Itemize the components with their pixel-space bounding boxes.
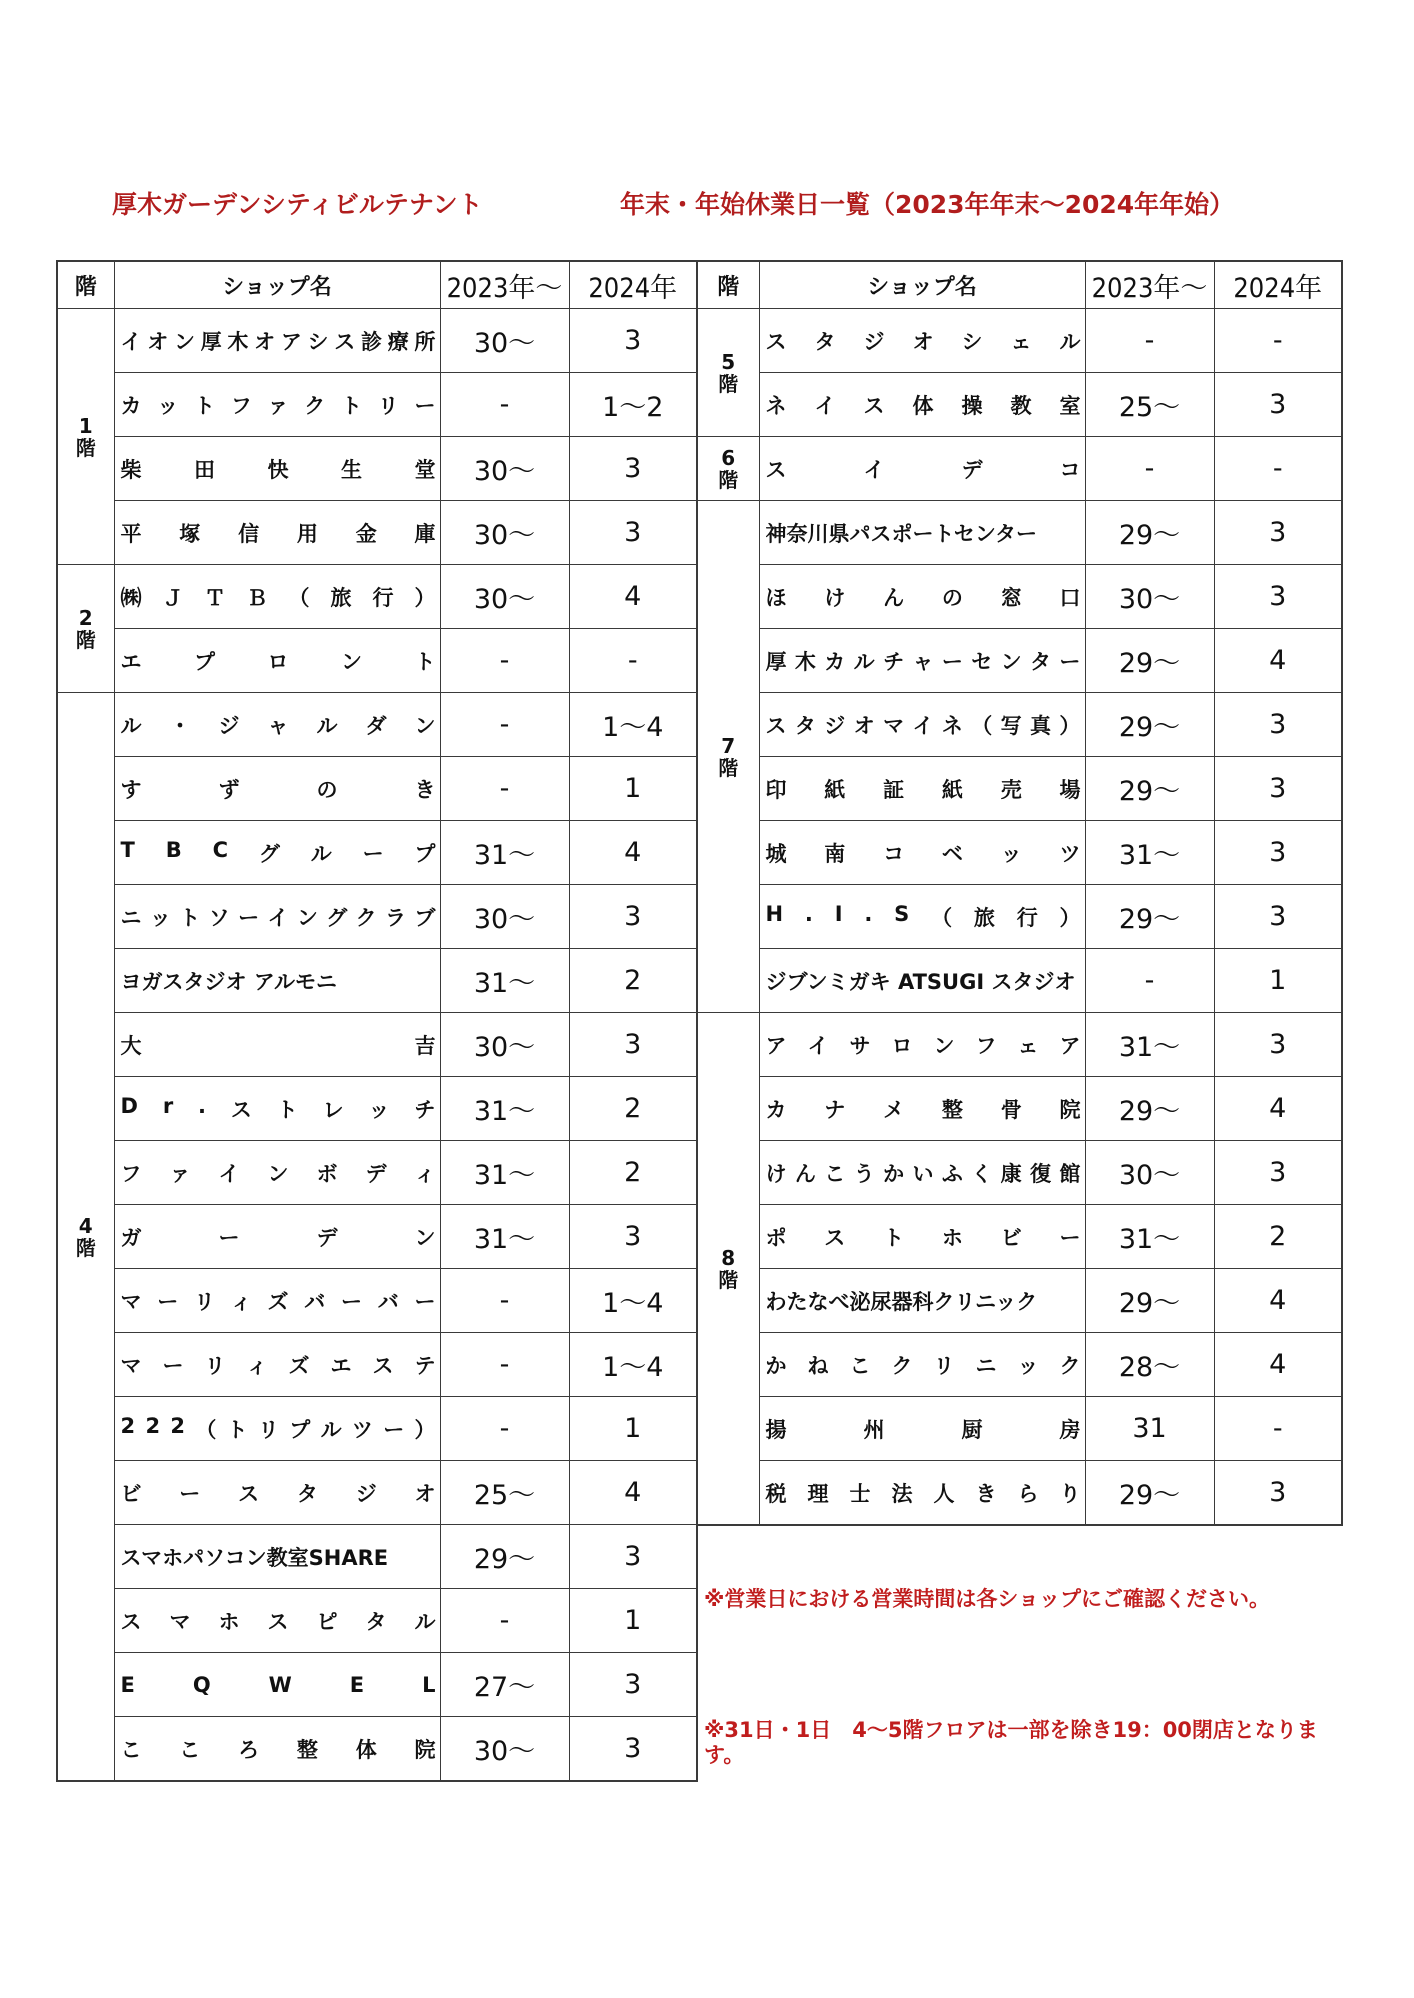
shop-name-cell	[114, 1717, 440, 1782]
closing-end-2024: 1～4	[569, 1333, 697, 1397]
closing-start-2023: 29～	[1085, 757, 1214, 821]
closing-start-2023: 25～	[1085, 373, 1214, 437]
shop-name: こ こ ろ 整 体 院	[120, 1737, 436, 1762]
closing-end-2024: 4	[569, 565, 697, 629]
table-row	[57, 629, 697, 693]
table-row	[697, 309, 1342, 373]
shop-name: ア イ サ ロ ン フ ェ ア	[765, 1033, 1081, 1058]
table-row	[57, 1333, 697, 1397]
closing-start-2023: 29～	[1085, 501, 1214, 565]
closing-start-2023: 29～	[1085, 1077, 1214, 1141]
table-row	[57, 1269, 697, 1333]
closing-start-2023: 30～	[440, 1717, 569, 1782]
closing-start-2023: 30～	[440, 501, 569, 565]
table-row	[57, 757, 697, 821]
closing-end-2024: 3	[1214, 565, 1342, 629]
closing-end-2024: 1～4	[569, 693, 697, 757]
shop-name: エ プ ロ ン ト	[120, 649, 436, 674]
shop-name: D r . ス ト レ ッ チ	[120, 1093, 436, 1122]
shop-name: ス タ ジ オ シ ェ ル	[765, 329, 1081, 354]
floor-label: 1 階	[57, 309, 114, 565]
closing-start-2023: -	[440, 693, 569, 757]
shop-name: か ね こ ク リ ニ ッ ク	[765, 1353, 1081, 1378]
table-row	[697, 1077, 1342, 1141]
table-row	[697, 757, 1342, 821]
table-row	[57, 1525, 697, 1589]
shop-name-cell	[114, 1205, 440, 1269]
closing-start-2023: 31～	[440, 1205, 569, 1269]
shop-name-cell	[114, 1397, 440, 1461]
closing-end-2024: 3	[1214, 1141, 1342, 1205]
closing-end-2024: 3	[1214, 757, 1342, 821]
shop-name-cell	[114, 629, 440, 693]
note-closing-time: ※31日・1日 4～5階フロアは一部を除き19：00閉店となります。	[704, 1718, 1318, 1767]
closing-end-2024: 3	[569, 885, 697, 949]
closing-end-2024: 3	[1214, 501, 1342, 565]
closing-start-2023: -	[1085, 309, 1214, 373]
shop-name: スマホパソコン教室SHARE	[120, 1545, 389, 1570]
closing-start-2023: 31～	[440, 821, 569, 885]
closing-end-2024: 2	[569, 1077, 697, 1141]
shop-name: 厚 木 カ ル チ ャ ー セ ン タ ー	[765, 649, 1081, 674]
shop-name-cell	[759, 1461, 1085, 1526]
floor-label: 8 階	[697, 1013, 759, 1526]
shop-name-cell	[114, 565, 440, 629]
closing-start-2023: 30～	[440, 565, 569, 629]
shop-name: ヨガスタジオ アルモニ	[120, 969, 337, 994]
table-row	[57, 309, 697, 373]
table-row	[57, 1013, 697, 1077]
table-row	[697, 1141, 1342, 1205]
header-2024: 2024年	[1214, 261, 1342, 309]
floor-label: 2 階	[57, 565, 114, 693]
shop-name: ネ イ ス 体 操 教 室	[765, 393, 1081, 418]
closing-start-2023: 29～	[1085, 885, 1214, 949]
table-row	[697, 693, 1342, 757]
shop-name-cell	[114, 1013, 440, 1077]
closing-end-2024: 4	[1214, 1269, 1342, 1333]
shop-name-cell	[114, 1141, 440, 1205]
table-row	[57, 1397, 697, 1461]
header-shop: ショップ名	[114, 261, 440, 309]
shop-name: 大 吉	[120, 1033, 436, 1058]
table-row	[57, 501, 697, 565]
shop-name: 柴 田 快 生 堂	[120, 457, 436, 482]
closing-start-2023: -	[1085, 949, 1214, 1013]
shop-name: マ ー リ ィ ズ バ ー バ ー	[120, 1289, 436, 1314]
table-row	[57, 1205, 697, 1269]
closing-start-2023: 29～	[1085, 693, 1214, 757]
closing-start-2023: 29～	[440, 1525, 569, 1589]
table-row	[57, 949, 697, 1013]
table-row	[697, 1269, 1342, 1333]
table-row	[57, 1077, 697, 1141]
shop-name-cell	[759, 565, 1085, 629]
shop-name: わたなべ泌尿器科クリニック	[765, 1289, 1038, 1314]
shop-name: け ん こ う か い ふ く 康 復 館	[765, 1161, 1081, 1186]
table-row	[57, 437, 697, 501]
closing-start-2023: 31～	[440, 949, 569, 1013]
table-row	[697, 885, 1342, 949]
closing-start-2023: 30～	[440, 885, 569, 949]
table-row	[697, 629, 1342, 693]
shop-name-cell	[114, 1525, 440, 1589]
shop-name: 税 理 士 法 人 き ら り	[765, 1481, 1081, 1506]
table-row	[57, 1589, 697, 1653]
shop-name: ビ ー ス タ ジ オ	[120, 1481, 436, 1506]
shop-name-cell	[114, 1269, 440, 1333]
table-row	[697, 1205, 1342, 1269]
header-floor: 階	[57, 261, 114, 309]
shop-name: ほ け ん の 窓 口	[765, 585, 1081, 610]
table-row	[697, 1333, 1342, 1397]
table-row	[697, 1013, 1342, 1077]
closing-start-2023: -	[440, 629, 569, 693]
shop-name: ガ ー デ ン	[120, 1225, 436, 1250]
closing-end-2024: 4	[569, 1461, 697, 1525]
closing-end-2024: 3	[1214, 693, 1342, 757]
closing-end-2024: -	[1214, 309, 1342, 373]
shop-name: ス マ ホ ス ピ タ ル	[120, 1609, 436, 1634]
shop-name: ジブンミガキ ATSUGI スタジオ	[765, 969, 1076, 994]
table-row	[57, 885, 697, 949]
table-row	[57, 1141, 697, 1205]
shop-name: 平 塚 信 用 金 庫	[120, 521, 436, 546]
closing-start-2023: -	[440, 1397, 569, 1461]
closing-start-2023: -	[1085, 437, 1214, 501]
closing-end-2024: 3	[1214, 1461, 1342, 1526]
shop-name: ス イ デ コ	[765, 457, 1081, 482]
table-row	[57, 1717, 697, 1782]
closing-start-2023: 31～	[440, 1077, 569, 1141]
shop-name: フ ァ イ ン ボ デ ィ	[120, 1161, 436, 1186]
table-row	[57, 1653, 697, 1717]
closing-end-2024: 1	[569, 1397, 697, 1461]
closing-start-2023: -	[440, 1333, 569, 1397]
closing-end-2024: 3	[569, 1525, 697, 1589]
closing-end-2024: 3	[569, 1013, 697, 1077]
table-row	[697, 501, 1342, 565]
table-row	[57, 373, 697, 437]
shop-name: 揚 州 厨 房	[765, 1417, 1081, 1442]
closing-start-2023: 31～	[1085, 1013, 1214, 1077]
floor-label: 5 階	[697, 309, 759, 437]
shop-name-cell	[114, 1077, 440, 1141]
table-row	[57, 821, 697, 885]
shop-name-cell	[759, 757, 1085, 821]
closing-start-2023: 30～	[440, 309, 569, 373]
closing-start-2023: -	[440, 1589, 569, 1653]
closing-end-2024: 3	[1214, 885, 1342, 949]
header-floor: 階	[697, 261, 759, 309]
closing-end-2024: 3	[1214, 821, 1342, 885]
table-row	[57, 693, 697, 757]
table-row	[697, 1461, 1342, 1526]
shop-name-cell	[114, 309, 440, 373]
page-title	[112, 181, 1342, 221]
title-building: 厚木ガーデンシティビルテナント	[112, 190, 483, 219]
shop-name-cell	[759, 949, 1085, 1013]
closing-start-2023: 31	[1085, 1397, 1214, 1461]
shop-name-cell	[114, 949, 440, 1013]
shop-name-cell	[114, 1333, 440, 1397]
shop-name-cell	[759, 821, 1085, 885]
shop-name-cell	[114, 757, 440, 821]
closing-end-2024: 2	[1214, 1205, 1342, 1269]
shop-name: ㈱ Ｊ Ｔ Ｂ （ 旅 行 ）	[120, 585, 436, 610]
shop-name-cell	[759, 501, 1085, 565]
shop-name-cell	[759, 629, 1085, 693]
shop-name-cell	[759, 1333, 1085, 1397]
floor-label: 4 階	[57, 693, 114, 1782]
table-row	[697, 821, 1342, 885]
closing-end-2024: 3	[569, 1717, 697, 1782]
closing-end-2024: 3	[569, 309, 697, 373]
shop-name-cell	[114, 693, 440, 757]
shop-name: ス タ ジ オ マ イ ネ （ 写 真 ）	[765, 713, 1081, 738]
shop-name-cell	[759, 693, 1085, 757]
table-row	[57, 565, 697, 629]
shop-name-cell	[759, 437, 1085, 501]
shop-name: マ ー リ ィ ズ エ ス テ	[120, 1353, 436, 1378]
closing-end-2024: 3	[569, 437, 697, 501]
shop-name: T B C グ ル ー プ	[120, 837, 436, 866]
shop-name-cell	[114, 437, 440, 501]
floor-label: 7 階	[697, 501, 759, 1013]
closing-start-2023: 30～	[440, 1013, 569, 1077]
title-subtitle: 年末・年始休業日一覧（2023年年末～2024年年始）	[620, 190, 1235, 219]
table-row	[697, 373, 1342, 437]
shop-name: E Q W E L	[120, 1672, 436, 1697]
closing-end-2024: 1～4	[569, 1269, 697, 1333]
shop-name: 2 2 2 （ ト リ プ ル ツ ー ）	[120, 1413, 436, 1442]
shop-name-cell	[114, 373, 440, 437]
closing-end-2024: 1	[569, 757, 697, 821]
closing-end-2024: 1	[569, 1589, 697, 1653]
closing-start-2023: -	[440, 757, 569, 821]
header-shop: ショップ名	[759, 261, 1085, 309]
shop-name: カ ッ ト フ ァ ク ト リ ー	[120, 393, 436, 418]
schedule-table-left	[56, 260, 698, 1782]
shop-name: す ず の き	[120, 777, 436, 802]
closing-end-2024: 3	[1214, 1013, 1342, 1077]
shop-name-cell	[759, 1077, 1085, 1141]
closing-end-2024: -	[1214, 437, 1342, 501]
closing-start-2023: 30～	[1085, 1141, 1214, 1205]
closing-start-2023: -	[440, 373, 569, 437]
shop-name-cell	[759, 309, 1085, 373]
closing-start-2023: 30～	[440, 437, 569, 501]
closing-end-2024: -	[1214, 1397, 1342, 1461]
closing-end-2024: -	[569, 629, 697, 693]
closing-end-2024: 1～2	[569, 373, 697, 437]
note-business-hours: ※営業日における営業時間は各ショップにご確認ください。	[704, 1587, 1270, 1611]
shop-name: 城 南 コ ベ ッ ツ	[765, 841, 1081, 866]
closing-start-2023: 31～	[1085, 821, 1214, 885]
shop-name: ニ ッ ト ソ ー イ ン グ ク ラ ブ	[120, 905, 436, 930]
shop-name-cell	[759, 1013, 1085, 1077]
closing-end-2024: 2	[569, 949, 697, 1013]
closing-start-2023: 29～	[1085, 1269, 1214, 1333]
closing-end-2024: 1	[1214, 949, 1342, 1013]
shop-name: カ ナ メ 整 骨 院	[765, 1097, 1081, 1122]
shop-name-cell	[114, 821, 440, 885]
closing-end-2024: 4	[1214, 629, 1342, 693]
shop-name-cell	[114, 1653, 440, 1717]
shop-name: イ オ ン 厚 木 オ ア シ ス 診 療 所	[120, 329, 436, 354]
shop-name: 神奈川県パスポートセンター	[765, 521, 1038, 546]
closing-end-2024: 3	[569, 501, 697, 565]
closing-end-2024: 3	[1214, 373, 1342, 437]
closing-end-2024: 4	[1214, 1077, 1342, 1141]
header-2023: 2023年～	[440, 261, 569, 309]
closing-end-2024: 4	[569, 821, 697, 885]
shop-name-cell	[759, 1205, 1085, 1269]
closing-start-2023: -	[440, 1269, 569, 1333]
table-row	[697, 437, 1342, 501]
closing-end-2024: 4	[1214, 1333, 1342, 1397]
shop-name-cell	[759, 1141, 1085, 1205]
closing-start-2023: 29～	[1085, 1461, 1214, 1526]
closing-end-2024: 2	[569, 1141, 697, 1205]
shop-name: 印 紙 証 紙 売 場	[765, 777, 1081, 802]
closing-start-2023: 29～	[1085, 629, 1214, 693]
header-2024: 2024年	[569, 261, 697, 309]
shop-name: ル ・ ジ ャ ル ダ ン	[120, 713, 436, 738]
shop-name-cell	[114, 1461, 440, 1525]
schedule-table-right	[696, 260, 1343, 1526]
closing-start-2023: 25～	[440, 1461, 569, 1525]
table-row	[697, 565, 1342, 629]
shop-name-cell	[759, 1269, 1085, 1333]
shop-name-cell	[114, 501, 440, 565]
shop-name-cell	[759, 373, 1085, 437]
table-row	[697, 949, 1342, 1013]
table-row	[57, 1461, 697, 1525]
closing-start-2023: 28～	[1085, 1333, 1214, 1397]
closing-start-2023: 27～	[440, 1653, 569, 1717]
header-2023: 2023年～	[1085, 261, 1214, 309]
closing-start-2023: 30～	[1085, 565, 1214, 629]
shop-name-cell	[759, 1397, 1085, 1461]
closing-start-2023: 31～	[440, 1141, 569, 1205]
closing-end-2024: 3	[569, 1205, 697, 1269]
floor-label: 6 階	[697, 437, 759, 501]
shop-name: ポ ス ト ホ ビ ー	[765, 1225, 1081, 1250]
shop-name-cell	[759, 885, 1085, 949]
shop-name: H . I . S （ 旅 行 ）	[765, 901, 1081, 930]
closing-end-2024: 3	[569, 1653, 697, 1717]
shop-name-cell	[114, 885, 440, 949]
closing-start-2023: 31～	[1085, 1205, 1214, 1269]
table-row	[697, 1397, 1342, 1461]
shop-name-cell	[114, 1589, 440, 1653]
